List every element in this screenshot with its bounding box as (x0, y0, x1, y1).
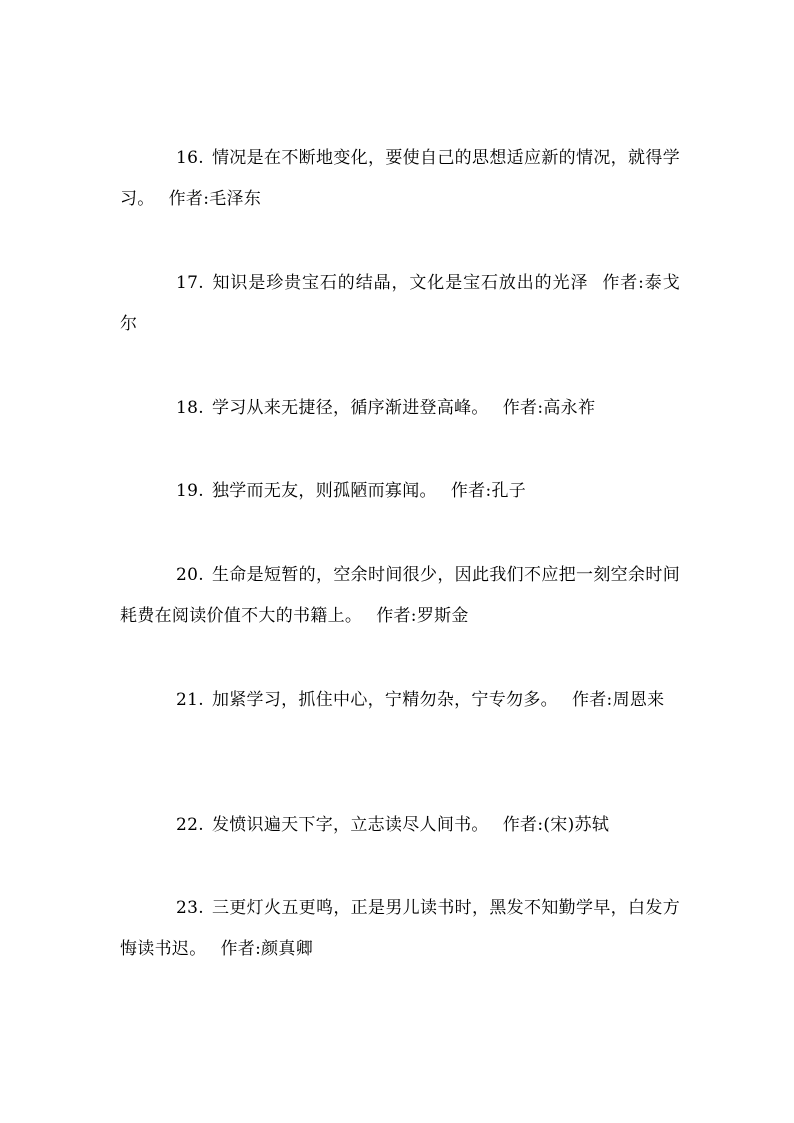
quote-number: 22. (176, 815, 204, 835)
quote-number: 23. (176, 898, 204, 918)
quote-author: 作者:罗斯金 (376, 606, 469, 626)
quote-17 (120, 263, 680, 345)
quote-20 (120, 555, 680, 637)
quote-number: 18. (176, 398, 204, 418)
quote-author: 作者:颜真卿 (220, 939, 314, 959)
quote-author: 作者:孔子 (450, 481, 527, 501)
quote-18 (120, 388, 680, 429)
quote-author: 作者:毛泽东 (168, 189, 262, 209)
quote-number: 16. (176, 148, 204, 168)
quote-text: 生命是短暂的，空余时间很少，因此我们不应把一刻空余时间耗费在阅读价值不大的书籍上。 (120, 565, 680, 626)
quote-number: 17. (176, 273, 204, 293)
quote-text: 三更灯火五更鸣，正是男儿读书时，黑发不知勤学早，白发方悔读书迟。 (120, 898, 680, 959)
quote-author: 作者:高永祚 (502, 398, 596, 418)
quote-text: 发愤识遍天下字，立志读尽人间书。 (211, 815, 489, 835)
quote-22 (120, 805, 680, 846)
quote-number: 20. (176, 565, 204, 585)
quote-number: 21. (176, 690, 204, 710)
quote-text: 情况是在不断地变化，要使自己的思想适应新的情况，就得学习。 (120, 148, 680, 209)
quote-text: 知识是珍贵宝石的结晶，文化是宝石放出的光泽 (211, 273, 589, 293)
quote-16 (120, 138, 680, 220)
quote-text: 加紧学习，抓住中心，宁精勿杂，宁专勿多。 (211, 690, 558, 710)
quote-21 (120, 680, 680, 721)
quote-author: 作者:(宋)苏轼 (502, 815, 610, 835)
quote-author: 作者:周恩来 (571, 690, 665, 710)
quote-text: 独学而无友，则孤陋而寡闻。 (211, 481, 437, 501)
quote-text: 学习从来无捷径，循序渐进登高峰。 (211, 398, 489, 418)
quote-19 (120, 471, 680, 512)
quote-author: 作者:泰戈尔 (120, 273, 680, 334)
quote-23 (120, 888, 680, 970)
quote-number: 19. (176, 481, 204, 501)
